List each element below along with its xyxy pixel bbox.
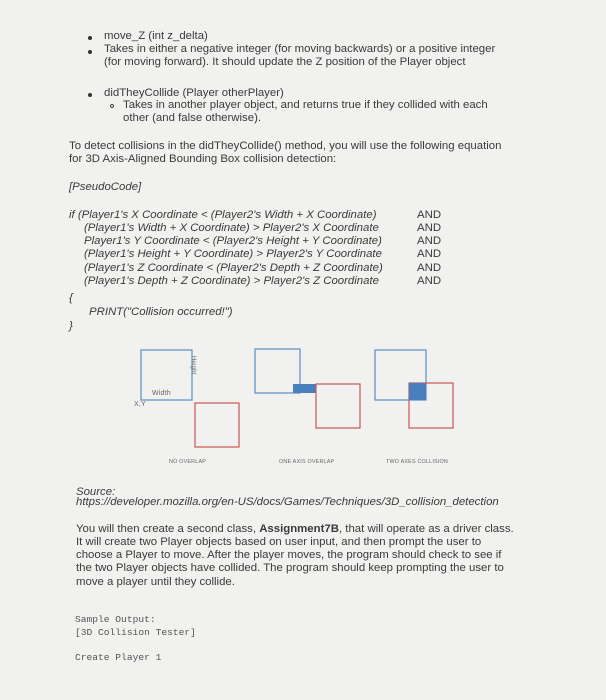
close-brace: } — [69, 320, 73, 332]
paragraph-text: , that will operate as a driver class. — [338, 523, 514, 535]
and-keyword: AND — [417, 235, 442, 247]
one-axis-box-2 — [316, 384, 360, 428]
intro-line-1: To detect collisions in the didTheyCollide() method, you will use the following equation — [69, 140, 502, 152]
source-link[interactable]: https://developer.mozilla.org/en-US/docs/Games/Techniques/3D_collision_detection — [76, 496, 499, 508]
and-keyword: AND — [417, 222, 442, 234]
pseudocode-line: (Player1's Width + X Coordinate) > Player2's X Coordinate — [84, 222, 379, 234]
pseudocode-line: (Player1's Height + Y Coordinate) > Player2's Y Coordinate — [84, 248, 382, 260]
bullet-dot — [88, 36, 92, 40]
collision-box-1 — [375, 350, 426, 400]
height-label: Height — [190, 356, 196, 375]
sample-output-line: Create Player 1 — [75, 652, 162, 663]
bullet-dot — [88, 50, 92, 54]
collide-description: Takes in another player object, and returns true if they collided with each — [123, 99, 488, 111]
and-keyword: AND — [417, 262, 442, 274]
caption-no-overlap: NO OVERLAP — [169, 459, 207, 465]
pseudocode-line: if (Player1's X Coordinate < (Player2's Width + X Coordinate) — [69, 209, 377, 221]
class-name: Assignment7B — [259, 523, 339, 535]
and-keyword: AND — [417, 248, 442, 260]
assignment-paragraph-line: the two Player objects have collided. The program should keep prompting the user to — [76, 562, 504, 574]
assignment-paragraph-line: move a player until they collide. — [76, 576, 235, 588]
assignment-paragraph-line-1 — [76, 523, 514, 536]
and-keyword: AND — [417, 209, 442, 221]
pseudocode-line: Player1's Y Coordinate < (Player2's Height + Y Coordinate) — [84, 235, 382, 247]
method-did-they-collide: didTheyCollide (Player otherPlayer) — [104, 87, 284, 99]
bullet-dot — [88, 93, 92, 97]
source-label: Source: — [76, 486, 116, 498]
pseudocode-line: (Player1's Z Coordinate < (Player2's Depth + Z Coordinate) — [84, 262, 383, 274]
width-label: Width — [152, 390, 171, 397]
collision-box-2 — [409, 383, 453, 428]
method-move-z: move_Z (int z_delta) — [104, 30, 208, 42]
paragraph-text: You will then create a second class, — [76, 523, 260, 535]
intro-line-2: for 3D Axis-Aligned Bounding Box collision detection: — [69, 153, 337, 165]
caption-two-axes: TWO AXES COLLISION — [386, 459, 449, 465]
assignment-paragraph-line: choose a Player to move. After the player moves, the program should check to see if — [76, 549, 502, 561]
move-z-description: Takes in either a negative integer (for moving backwards) or a positive integer — [104, 43, 496, 55]
sample-output-heading: Sample Output: — [75, 614, 156, 625]
print-statement: PRINT("Collision occurred!") — [89, 306, 233, 318]
assignment-paragraph-line: It will create two Player objects based on user input, and then prompt the user to — [76, 536, 482, 548]
no-overlap-box-2 — [195, 403, 239, 447]
one-axis-box-1 — [255, 349, 300, 393]
pseudocode-label: [PseudoCode] — [69, 181, 142, 193]
xy-label: X,Y — [134, 401, 146, 408]
collision-overlap-region — [409, 383, 426, 400]
move-z-description-cont: (for moving forward). It should update the Z position of the Player object — [104, 56, 466, 68]
open-brace: { — [69, 292, 73, 304]
sub-bullet-circle — [110, 104, 114, 108]
one-axis-overlap-region — [293, 384, 316, 393]
pseudocode-line: (Player1's Depth + Z Coordinate) > Player2's Z Coordinate — [84, 275, 379, 287]
sample-output-line: [3D Collision Tester] — [75, 627, 196, 638]
caption-one-axis: ONE AXIS OVERLAP — [279, 459, 335, 465]
and-keyword: AND — [417, 275, 442, 287]
collide-description-cont: other (and false otherwise). — [123, 112, 262, 124]
